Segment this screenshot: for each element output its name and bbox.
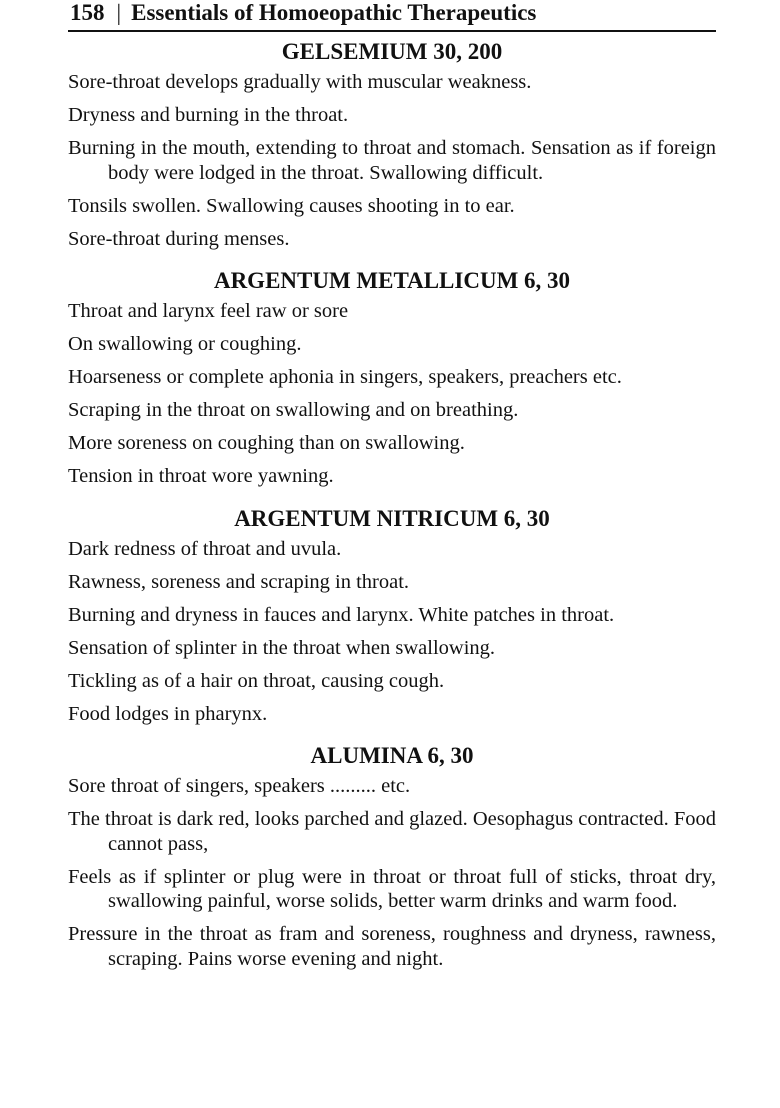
symptom-item: Sensation of splinter in the throat when swallowing. [68, 636, 496, 659]
symptom-item: Sore-throat develops gradually with muscular weakness. [68, 71, 532, 93]
symptom-item: Burning in the mouth, extending to throat and stomach. Sensation as if foreign body were lodged in the throat. Swallowing difficult. [68, 137, 716, 184]
symptom-item: Feels as if splinter or plug were in throat or throat full of sticks, throat dry, swallowing painful, worse solids, better warm drinks and warm food. [68, 865, 716, 912]
symptom-item: Throat and larynx feel raw or sore [68, 300, 349, 322]
symptom-item: The throat is dark red, looks parched and glazed. Oesophagus contracted. Food cannot pass, [68, 808, 716, 855]
symptom-item: Hoarseness or complete aphonia in singers, speakers, preachers etc. [68, 366, 622, 388]
symptom-item: Rawness, soreness and scraping in throat. [68, 570, 410, 593]
remedy-title: GELSEMIUM 30, 200 [281, 39, 503, 64]
remedy-title: ARGENTUM NITRICUM 6, 30 [234, 505, 550, 531]
symptom-item: Tonsils swollen. Swallowing causes shooting in to ear. [68, 194, 515, 217]
symptom-item: On swallowing or coughing. [68, 333, 302, 355]
remedy-section [68, 742, 716, 971]
remedy-section [68, 505, 716, 727]
symptom-item: Pressure in the throat as fram and soreness, roughness and dryness, rawness, scraping. Pains worse evening and night. [68, 923, 716, 970]
remedy-section [68, 267, 716, 489]
page-number: 158 [70, 0, 105, 25]
page-content [68, 38, 716, 971]
remedy-title: ARGENTUM METALLICUM 6, 30 [213, 268, 571, 293]
symptom-item: More soreness on coughing than on swallowing. [68, 432, 465, 454]
symptom-item: Tension in throat wore yawning. [68, 465, 334, 487]
book-page [68, 0, 716, 980]
symptom-item: Food lodges in pharynx. [68, 702, 268, 725]
symptom-item: Sore-throat during menses. [68, 227, 290, 250]
symptom-item: Scraping in the throat on swallowing and on breathing. [68, 399, 519, 421]
book-title: Essentials of Homoeopathic Therapeutics [131, 0, 537, 25]
symptom-item: Dryness and burning in the throat. [68, 104, 349, 126]
remedy-title: ALUMINA 6, 30 [310, 743, 474, 768]
symptom-item: Tickling as of a hair on throat, causing cough. [68, 669, 445, 692]
remedy-section [68, 38, 716, 251]
header-separator: | [116, 0, 122, 25]
symptom-item: Sore throat of singers, speakers ......... etc. [68, 775, 411, 797]
symptom-item: Dark redness of throat and uvula. [68, 537, 342, 560]
running-header [68, 0, 716, 32]
symptom-item: Burning and dryness in fauces and larynx. White patches in throat. [68, 603, 615, 626]
